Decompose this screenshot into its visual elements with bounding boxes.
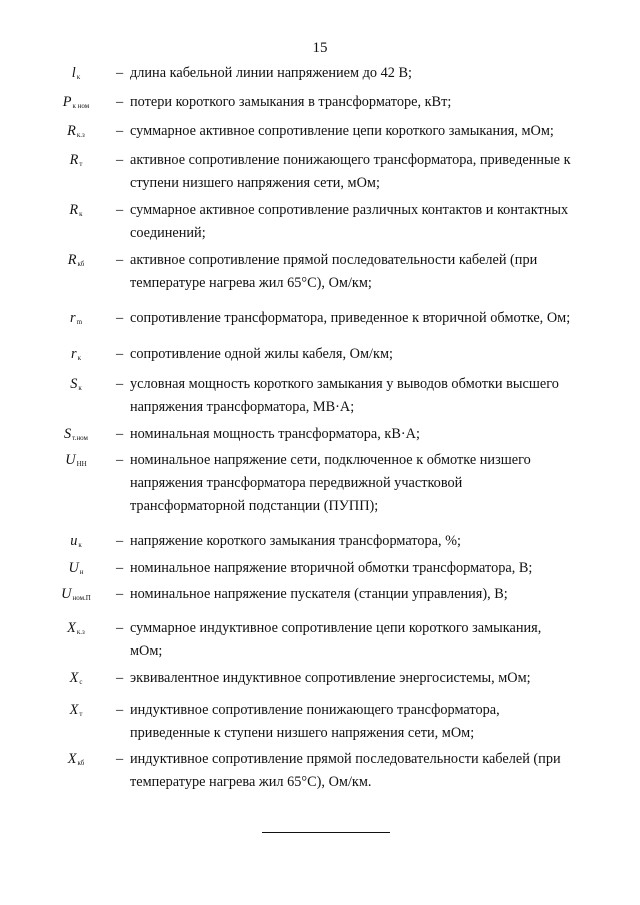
- definition-line: номинальное напряжение вторичной обмотки трансформатора, В;: [130, 560, 533, 576]
- definition-entry: [0, 530, 640, 553]
- definition-line: напряжение короткого замыкания трансформатора, %;: [130, 533, 462, 549]
- definition-line: напряжения трансформатора передвижной участковой: [130, 475, 463, 491]
- definition-line: номинальное напряжение сети, подключенное к обмотке низшего: [130, 452, 531, 468]
- definition-line: номинальное напряжение пускателя (станции управления), В;: [130, 586, 508, 602]
- definition-symbol: $X_т$: [69, 702, 83, 718]
- definition-entry: [0, 120, 640, 143]
- definition-line: температуре нагрева жил 65°С), Ом/км;: [130, 275, 372, 291]
- definition-symbol: $u_к$: [70, 533, 82, 549]
- definition-line: номинальная мощность трансформатора, кВ·А;: [130, 426, 420, 442]
- definition-line: сопротивление одной жилы кабеля, Ом/км;: [130, 346, 393, 362]
- definition-text: [130, 199, 600, 245]
- definition-symbol: $R_т$: [69, 152, 83, 168]
- definition-text: [130, 617, 600, 663]
- definition-symbol: $r_к$: [71, 346, 81, 362]
- definition-dash: –: [116, 310, 124, 326]
- definition-line: активное сопротивление прямой последовательности кабелей (при: [130, 252, 538, 268]
- definition-dash: –: [116, 123, 124, 139]
- definition-dash: –: [116, 152, 124, 168]
- definition-dash: –: [116, 670, 124, 686]
- definition-text: [130, 307, 600, 330]
- definition-dash: –: [116, 376, 124, 392]
- definition-dash: –: [116, 346, 124, 362]
- definition-symbol: $U_{ном.П}$: [61, 586, 91, 602]
- definition-text: [130, 373, 600, 419]
- definition-symbol: $r_m$: [69, 310, 83, 326]
- definition-line: суммарное активное сопротивление различных контактов и контактных: [130, 202, 569, 218]
- definition-entry: [0, 449, 640, 518]
- definition-entry: [0, 373, 640, 419]
- definition-symbol: $X_{к.з}$: [67, 620, 85, 636]
- definition-text: [130, 249, 600, 295]
- definition-text: [130, 423, 600, 446]
- definition-dash: –: [116, 533, 124, 549]
- definition-entry: [0, 62, 640, 85]
- definition-line: сопротивление трансформатора, приведенное к вторичной обмотке, Ом;: [130, 310, 571, 326]
- footnote-rule: [262, 832, 390, 833]
- definition-text: [130, 149, 600, 195]
- definition-line: трансформаторной подстанции (ПУПП);: [130, 498, 379, 514]
- definition-line: мОм;: [130, 643, 163, 659]
- definition-dash: –: [116, 94, 124, 110]
- definitions-list: [0, 62, 640, 794]
- definition-entry: [0, 557, 640, 580]
- definition-symbol: $P_{к ном}$: [62, 94, 90, 110]
- definition-text: [130, 120, 600, 143]
- definition-entry: [0, 748, 640, 794]
- definition-symbol: $S_к$: [70, 376, 82, 392]
- definition-symbol: $R_{кб}$: [67, 252, 85, 268]
- definition-line: суммарное индуктивное сопротивление цепи короткого замыкания,: [130, 620, 542, 636]
- definition-line: приведенные к ступени низшего напряжения сети, мОм;: [130, 725, 475, 741]
- definition-line: напряжения трансформатора, МВ·А;: [130, 399, 355, 415]
- definition-entry: [0, 343, 640, 366]
- definition-symbol: $X_с$: [69, 670, 83, 686]
- definition-line: эквивалентное индуктивное сопротивление энергосистемы, мОм;: [130, 670, 531, 686]
- definition-dash: –: [116, 620, 124, 636]
- definition-line: температуре нагрева жил 65°С), Ом/км.: [130, 774, 372, 790]
- definition-symbol: $X_{кб}$: [67, 751, 85, 767]
- definition-text: [130, 62, 600, 85]
- definition-line: потери короткого замыкания в трансформаторе, кВт;: [130, 94, 452, 110]
- definition-entry: [0, 583, 640, 606]
- definition-line: условная мощность короткого замыкания у выводов обмотки высшего: [130, 376, 559, 392]
- definition-text: [130, 557, 600, 580]
- definition-dash: –: [116, 202, 124, 218]
- page-number: 15: [312, 40, 328, 56]
- definition-line: индуктивное сопротивление прямой последовательности кабелей (при: [130, 751, 561, 767]
- definition-line: длина кабельной линии напряжением до 42 В;: [130, 65, 412, 81]
- definition-text: [130, 583, 600, 606]
- definition-entry: [0, 199, 640, 245]
- definition-line: суммарное активное сопротивление цепи короткого замыкания, мОм;: [130, 123, 554, 139]
- definition-text: [130, 748, 600, 794]
- definition-text: [130, 530, 600, 553]
- definition-entry: [0, 149, 640, 195]
- definition-entry: [0, 249, 640, 295]
- definition-entry: [0, 423, 640, 446]
- definition-symbol: $R_к$: [69, 202, 83, 218]
- definition-symbol: $S_{т.ном}$: [64, 426, 88, 442]
- definition-text: [130, 699, 600, 745]
- definition-symbol: $U_н$: [68, 560, 84, 576]
- definition-symbol: $U_{НН}$: [65, 452, 87, 468]
- definition-text: [130, 667, 600, 690]
- definition-symbol: $l_к$: [71, 65, 81, 81]
- definition-dash: –: [116, 586, 124, 602]
- definition-symbol: $R_{к.з}$: [67, 123, 85, 139]
- definition-line: индуктивное сопротивление понижающего трансформатора,: [130, 702, 500, 718]
- definition-dash: –: [116, 751, 124, 767]
- definition-dash: –: [116, 702, 124, 718]
- definition-dash: –: [116, 65, 124, 81]
- definition-line: активное сопротивление понижающего трансформатора, приведенные к: [130, 152, 571, 168]
- definition-entry: [0, 617, 640, 663]
- definition-dash: –: [116, 560, 124, 576]
- definition-text: [130, 449, 600, 518]
- definition-dash: –: [116, 426, 124, 442]
- definition-entry: [0, 699, 640, 745]
- definition-text: [130, 91, 600, 114]
- definition-dash: –: [116, 452, 124, 468]
- definition-entry: [0, 307, 640, 330]
- definition-entry: [0, 667, 640, 690]
- definition-text: [130, 343, 600, 366]
- definition-line: ступени низшего напряжения сети, мОм;: [130, 175, 380, 191]
- definition-line: соединений;: [130, 225, 206, 241]
- definition-entry: [0, 91, 640, 114]
- definition-dash: –: [116, 252, 124, 268]
